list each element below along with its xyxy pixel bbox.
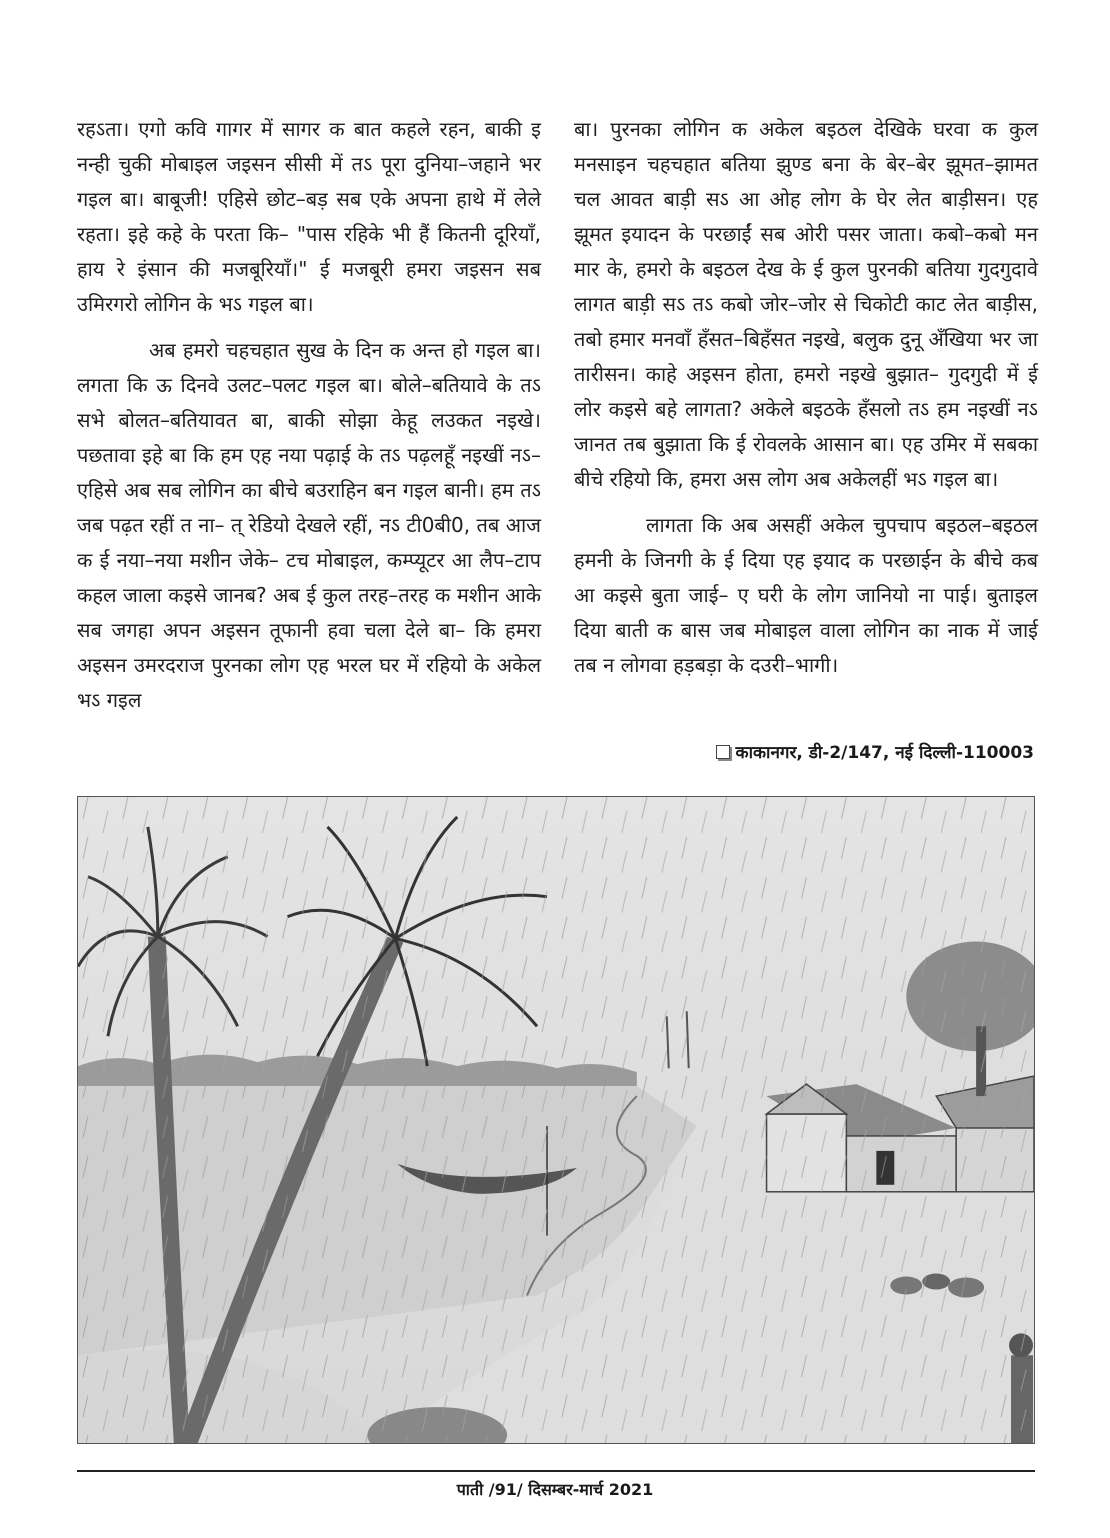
pencil-sketch-illustration <box>77 796 1035 1444</box>
paragraph: अब हमरो चहचहात सुख के दिन क अन्त हो गइल बा। लगता कि ऊ दिनवे उलट–पलट गइल बा। बोले–बतियावे के तऽ सभे बोलत–बतियावत बा, बाकी सोझा केहू लउकत नइखे। पछतावा इहे बा कि हम एह नया पढ़ाई के तऽ पढ़लहूँ नइखीं नऽ– एहिसे अब सब लोगिन का बीचे बउराहिन बन गइल बानी। हम तऽ जब पढ़त रहीं त ना– त् रेडियो देखले रहीं, नऽ टी0बी0, तब आज क ई नया–नया मशीन जेके– टच मोबाइल, कम्प्यूटर आ लैप–टाप कहल जाला कइसे जानब? अब ई कुल तरह–तरह क मशीन आके सब जगहा अपन अइसन तूफानी हवा चला देले बा– कि हमरा अइसन उमरदराज पुरनका लोग एह भरल घर में रहियो के अकेल भऽ गइल <box>77 338 541 712</box>
author-address-text: काकानगर, डी-2/147, नई दिल्ली-110003 <box>735 743 1034 763</box>
paragraph: बा। पुरनका लोगिन क अकेल बइठल देखिके घरवा क कुल मनसाइन चहचहात बतिया झुण्ड बना के बेर–बेर झूमत–झामत चल आवत बाड़ी सऽ आ ओह लोग के घेर लेत बाड़ीसन। एह झूमत इयादन के परछाईं सब ओरी पसर जाता। कबो–कबो मन मार के, हमरो के बइठल देख के ई कुल पुरनकी बतिया गुदगुदावे लागत बाड़ी सऽ तऽ कबो जोर–जोर से चिकोटी काट लेत बाड़ीस, तबो हमार मनवाँ हँसत–बिहँसत नइखे, बलुक दुनू अँखिया भर जा तारीसन। काहे अइसन होता, हमरो नइखे बुझात– गुदगुदी में ई लोर कइसे बहे लागता? अकेले बइठके हँसलो तऽ हम नइखीं नऽ जानत तब बुझाता कि ई रोवलके आसान बा। एह उमिर में सबका बीचे रहियो कि, हमरा अस लोग अब अकेलहीं भऽ गइल बा। <box>574 117 1038 491</box>
author-address <box>716 740 1034 763</box>
paragraph: रहऽता। एगो कवि गागर में सागर क बात कहले रहन, बाकी इ नन्ही चुकी मोबाइल जइसन सीसी में तऽ पूरा दुनिया–जहाने भर गइल बा। बाबूजी! एहिसे छोट–बड़ सब एके अपना हाथे में लेले रहता। इहे कहे के परता कि– "पास रहिके भी हैं कितनी दूरियाँ, हाय रे इंसान की मजबूरियाँ।" ई मजबूरी हमरा जइसन सब उमिरगरो लोगिन के भऽ गइल बा। <box>77 117 541 316</box>
square-bullet-icon <box>716 745 730 759</box>
village-rain-sketch <box>78 797 1034 1443</box>
paragraph: लागता कि अब असहीं अकेल चुपचाप बइठल–बइठल हमनी के जिनगी के ई दिया एह इयाद क परछाईन के बीचे कब आ कइसे बुता जाई– ए घरी के लोग जानियो ना पाई। बुताइल दिया बाती क बास जब मोबाइल वाला लोगिन का नाक में जाई तब न लोगवा हड़बड़ा के दउरी–भागी। <box>574 513 1038 677</box>
article-column-right <box>574 112 1038 694</box>
footer-divider <box>77 1470 1035 1472</box>
page-footer: पाती /91/ दिसम्बर-मार्च 2021 <box>456 1480 654 1499</box>
article-column-left <box>77 112 541 729</box>
